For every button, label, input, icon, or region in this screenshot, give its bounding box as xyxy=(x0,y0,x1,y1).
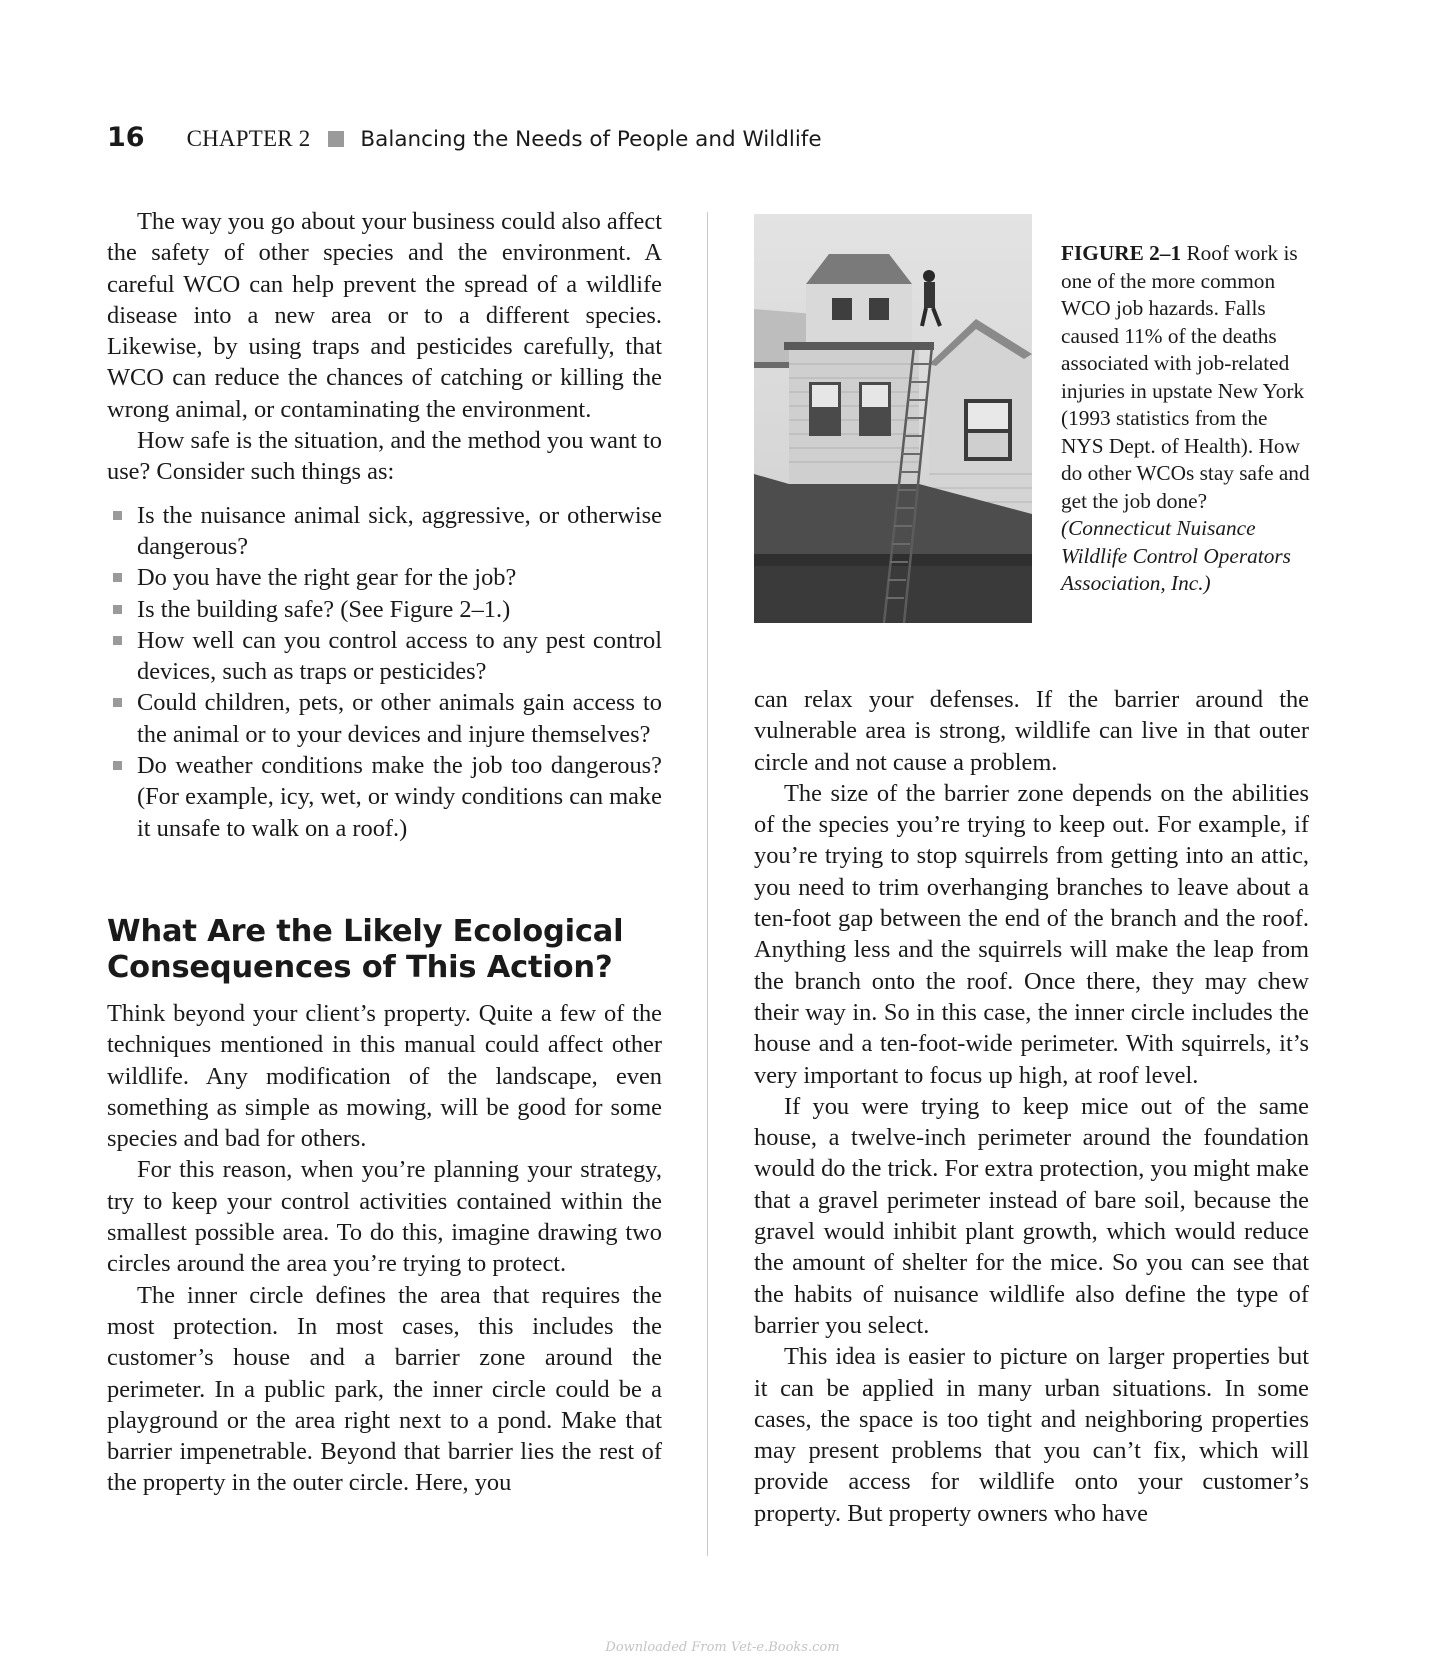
square-bullet-icon xyxy=(113,573,122,582)
body-paragraph: If you were trying to keep mice out of the same house, a twelve-inch perimeter around the foundation would do the trick. For extra protection, you might make that a gravel perimeter instead of bare soil, because the gravel would inhibit plant growth, which would reduce the amount of shelter for the mice. So you can see that the habits of nuisance wildlife also define the type of barrier you select. xyxy=(754,1092,1309,1339)
figure-caption xyxy=(1061,240,1311,598)
figure-photo xyxy=(754,214,1032,623)
running-head xyxy=(107,122,1307,162)
house-ladder-photo xyxy=(754,214,1032,623)
section-heading: What Are the Likely Ecological Consequences of This Action? xyxy=(107,913,624,985)
safety-checklist xyxy=(107,500,662,844)
square-bullet-icon xyxy=(113,698,122,707)
body-paragraph: The size of the barrier zone depends on the abilities of the species you’re trying to keep out. For example, if you’re trying to stop squirrels from getting into an attic, you need to trim overhanging branches to leave about a ten-foot gap between the end of the branch and the roof. Anything less and the squirrels will make the leap from the branch onto the roof. Once there, they may chew their way in. So in this case, the inner circle includes the house and a ten-foot-wide perimeter. With squirrels, it’s very important to focus up high, at roof level. xyxy=(754,779,1309,1089)
list-item xyxy=(107,687,662,750)
square-bullet-icon xyxy=(113,511,122,520)
figure-label: FIGURE 2–1 xyxy=(1061,241,1182,265)
body-paragraph: This idea is easier to picture on larger properties but it can be applied in many urban situations. In some cases, the space is too tight and neighboring properties may present problems that you can’t fix, which will provide access for wildlife onto your customer’s property. But property owners who have xyxy=(754,1343,1309,1527)
list-item-text: Do you have the right gear for the job? xyxy=(137,564,517,592)
list-item xyxy=(107,500,662,563)
body-paragraph: For this reason, when you’re planning your strategy, try to keep your control activities contained within the smallest possible area. To do this, imagine drawing two circles around the area you’re trying to protect. xyxy=(107,1156,662,1278)
download-watermark: Downloaded From Vet-e.Books.com xyxy=(605,1640,840,1655)
list-item xyxy=(107,562,662,593)
figure-credit: (Connecticut Nuisance Wildlife Control Operators Association, Inc.) xyxy=(1061,516,1291,595)
body-paragraph: can relax your defenses. If the barrier around the vulnerable area is strong, wildlife can live in that outer circle and not cause a problem. xyxy=(754,686,1309,776)
list-item-text: Do weather conditions make the job too dangerous? (For example, icy, wet, or windy conditions can make it unsafe to walk on a roof.) xyxy=(137,752,662,842)
figure-caption-text: Roof work is one of the more common WCO job hazards. Falls caused 11% of the deaths associated with job-related injuries in upstate New York (1993 statistics from the NYS Dept. of Health). How do other WCOs stay safe and get the job done? xyxy=(1061,241,1310,513)
square-bullet-icon xyxy=(113,636,122,645)
chapter-label: CHAPTER 2 xyxy=(186,126,311,151)
list-item-text: Could children, pets, or other animals gain access to the animal or to your devices and injure themselves? xyxy=(137,689,662,748)
square-bullet-icon xyxy=(113,761,122,770)
list-item xyxy=(107,750,662,844)
body-paragraph: The way you go about your business could also affect the safety of other species and the environment. A careful WCO can help prevent the spread of a wildlife disease into a new area or to a different species. Likewise, by using traps and pesticides carefully, that WCO can reduce the chances of catching or killing the wrong animal, or contaminating the environment. xyxy=(107,208,662,423)
page-number: 16 xyxy=(107,122,145,153)
left-column xyxy=(107,206,662,1499)
body-paragraph: How safe is the situation, and the method you want to use? Consider such things as: xyxy=(107,427,662,486)
list-item-text: Is the building safe? (See Figure 2–1.) xyxy=(137,595,511,623)
column-divider xyxy=(707,212,708,1556)
list-item-text: Is the nuisance animal sick, aggressive, or otherwise dangerous? xyxy=(137,501,662,560)
body-paragraph: Think beyond your client’s property. Quite a few of the techniques mentioned in this manual could affect other wildlife. Any modification of the landscape, even something as simple as mowing, will be good for some species and bad for others. xyxy=(107,999,662,1153)
list-item-text: How well can you control access to any pest control devices, such as traps or pesticides? xyxy=(137,626,662,686)
list-item xyxy=(107,625,662,688)
body-paragraph: The inner circle defines the area that requires the most protection. In most cases, this includes the customer’s house and a barrier zone around the perimeter. In a public park, the inner circle could be a playground or the area right next to a pond. Make that barrier impenetrable. Beyond that barrier lies the rest of the property in the outer circle. Here, you xyxy=(107,1281,662,1497)
chapter-title: Balancing the Needs of People and Wildlife xyxy=(360,127,822,152)
list-item xyxy=(107,594,662,625)
square-bullet-icon xyxy=(113,605,122,614)
right-column xyxy=(754,684,1309,1529)
square-separator-icon xyxy=(328,131,344,147)
